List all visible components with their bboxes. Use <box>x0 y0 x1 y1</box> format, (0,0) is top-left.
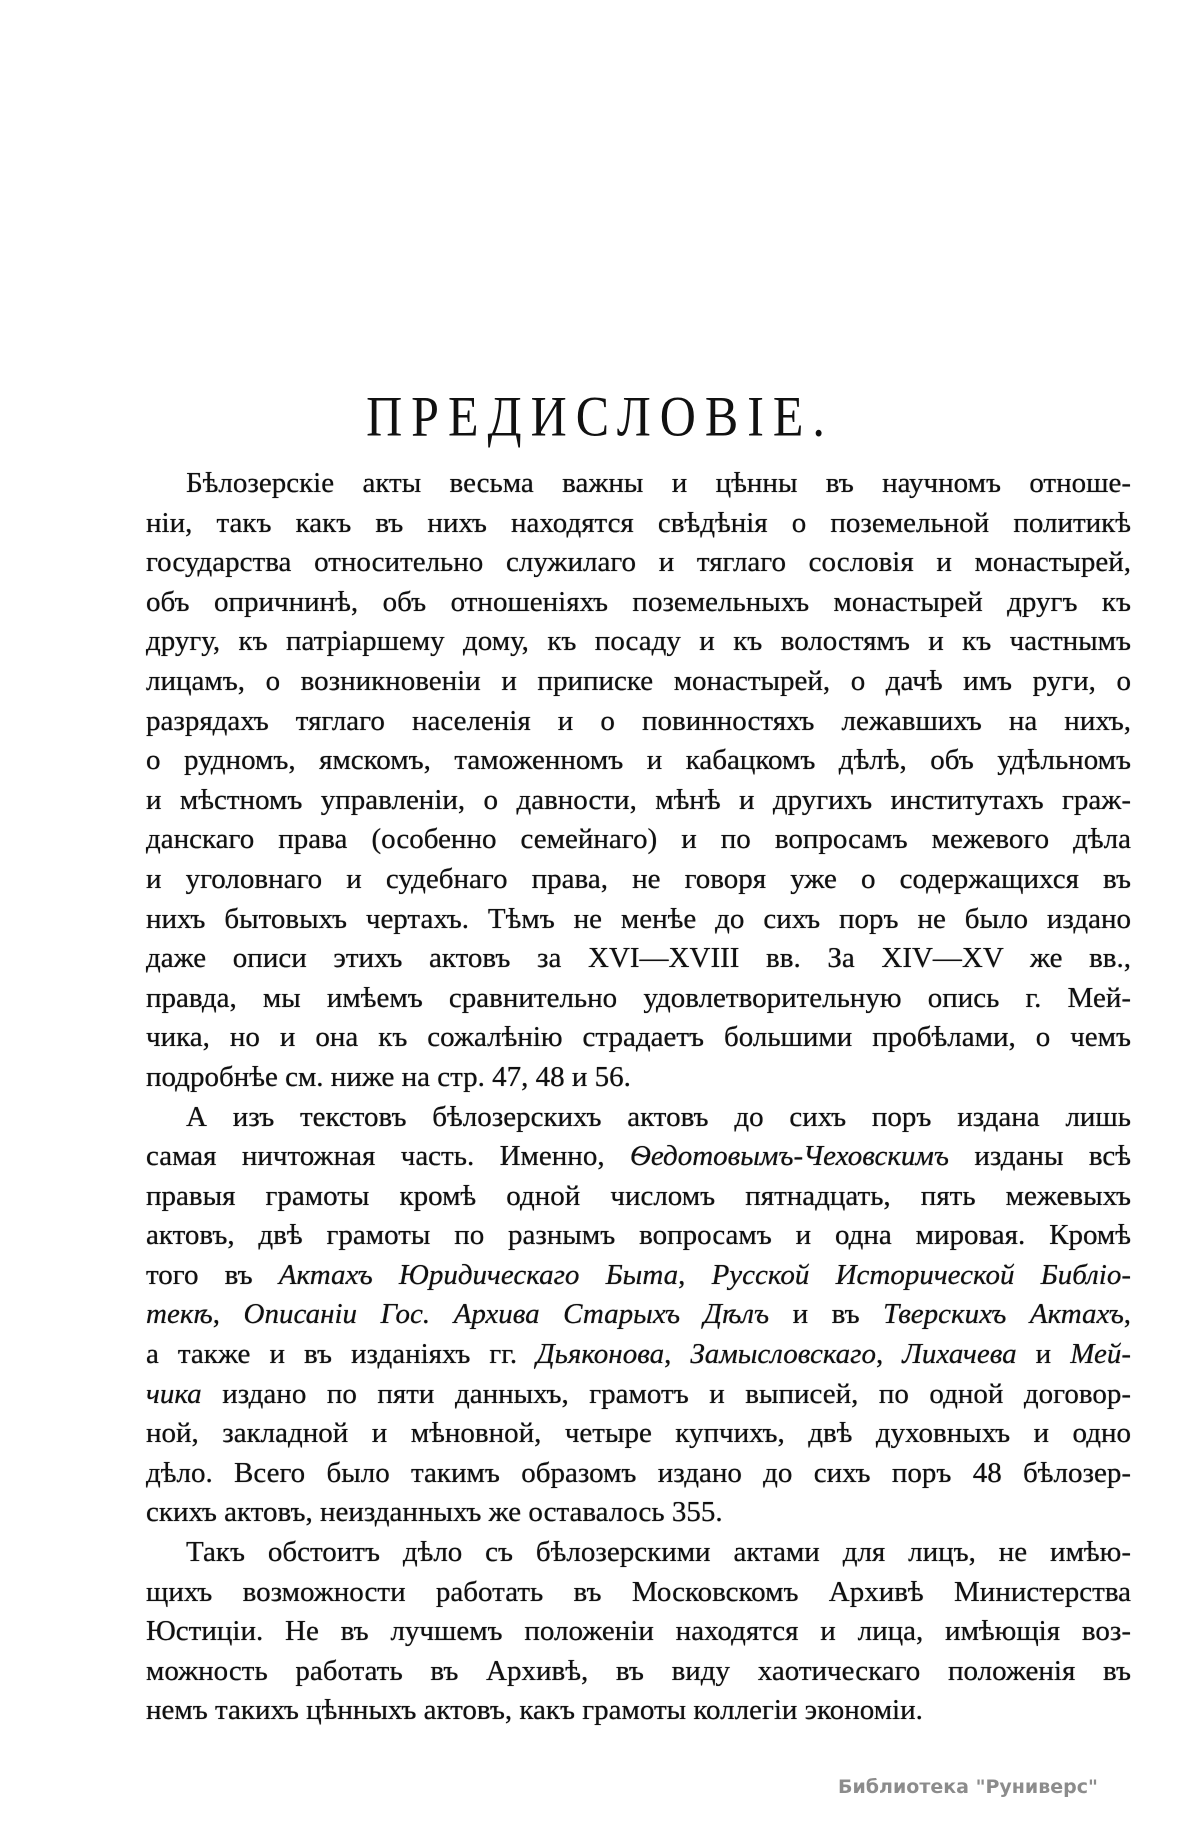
text-line <box>146 1137 1131 1177</box>
text-line <box>146 1454 1131 1494</box>
text-line <box>146 939 1131 979</box>
preface-body <box>146 464 1131 1731</box>
italic-citation: Актахъ Юридическаго Быта <box>278 1258 679 1291</box>
text-line <box>146 900 1131 940</box>
text-line <box>146 1177 1131 1217</box>
text-line <box>146 1098 1131 1138</box>
text-segment: , <box>678 1258 712 1291</box>
text-segment: актовъ, двѣ грамоты по разнымъ вопросамъ и одна мировая. Кромѣ <box>146 1219 1131 1252</box>
text-line <box>146 860 1131 900</box>
text-line <box>146 781 1131 821</box>
text-line <box>146 662 1131 702</box>
text-line <box>146 583 1131 623</box>
text-segment: щихъ возможности работать въ Московскомъ Архивѣ Министерства <box>146 1575 1131 1608</box>
italic-citation: Лихачева <box>902 1338 1017 1371</box>
text-line <box>146 741 1131 781</box>
text-segment: и уголовнаго и судебнаго права, не говоря уже о содержащихся въ <box>146 862 1131 895</box>
italic-citation: Дьяконова <box>536 1338 665 1371</box>
text-line <box>146 1018 1131 1058</box>
text-line <box>146 1652 1131 1692</box>
text-segment: Юстиціи. Не въ лучшемъ положеніи находятся и лица, имѣющія воз- <box>146 1615 1131 1648</box>
page-title: ПРЕДИСЛОВІЕ. <box>366 383 834 449</box>
text-segment: другу, къ патріаршему дому, къ посаду и къ волостямъ и къ частнымъ <box>146 625 1131 658</box>
text-segment: самая ничтожная часть. Именно, <box>146 1140 630 1173</box>
text-segment: скихъ актовъ, неизданныхъ же оставалось 355. <box>146 1496 723 1529</box>
text-line <box>146 543 1131 583</box>
text-line <box>146 979 1131 1019</box>
text-line <box>146 1216 1131 1256</box>
text-segment: А изъ текстовъ бѣлозерскихъ актовъ до сихъ поръ издана лишь <box>186 1100 1131 1133</box>
text-segment: , <box>876 1338 903 1371</box>
text-segment: правда, мы имѣемъ сравнительно удовлетворительную опись г. Мей- <box>146 981 1131 1014</box>
italic-citation: Русской Исторической Библіо- <box>711 1258 1132 1291</box>
text-segment: чика, но и она къ сожалѣнію страдаетъ большими пробѣлами, о чемъ <box>146 1021 1131 1054</box>
italic-citation: Тверскихъ Актахъ <box>883 1298 1124 1331</box>
text-line <box>146 622 1131 662</box>
text-segment: того въ <box>146 1258 279 1291</box>
text-segment: , <box>1123 1298 1131 1331</box>
text-segment: и <box>1016 1338 1071 1371</box>
text-segment: можность работать въ Архивѣ, въ виду хаотическаго положенія въ <box>146 1654 1131 1687</box>
paragraph <box>146 1533 1131 1731</box>
text-segment: подробнѣе см. ниже на стр. 47, 48 и 56. <box>146 1060 631 1093</box>
text-segment: лицамъ, о возникновеніи и приписке монастырей, о дачѣ имъ руги, о <box>146 664 1131 697</box>
text-segment: Такъ обстоитъ дѣло съ бѣлозерскими актами для лицъ, не имѣю- <box>186 1536 1131 1569</box>
text-segment: и мѣстномъ управленіи, о давности, мѣнѣ и другихъ институтахъ граж- <box>146 783 1131 816</box>
text-segment: Бѣлозерскіе акты весьма важны и цѣнны въ научномъ отноше- <box>186 467 1131 499</box>
text-segment: немъ такихъ цѣнныхъ актовъ, какъ грамоты коллегіи экономіи. <box>146 1694 923 1727</box>
italic-citation: Мей- <box>1070 1338 1131 1371</box>
text-segment: , <box>664 1338 691 1371</box>
text-segment: правыя грамоты кромѣ одной числомъ пятнадцать, пять межевыхъ <box>146 1179 1131 1212</box>
text-line <box>146 1335 1131 1375</box>
text-segment: данскаго права (особенно семейнаго) и по вопросамъ межевого дѣла <box>146 823 1131 856</box>
text-line <box>146 464 1131 504</box>
text-segment: нихъ бытовыхъ чертахъ. Тѣмъ не менѣе до сихъ поръ не было издано <box>146 902 1131 935</box>
text-line <box>146 1612 1131 1652</box>
text-segment: даже описи этихъ актовъ за XVI—XVIII вв. За XIV—XV же вв., <box>146 942 1131 975</box>
text-segment: о рудномъ, ямскомъ, таможенномъ и кабацкомъ дѣлѣ, объ удѣльномъ <box>146 744 1131 777</box>
italic-citation: Описаніи Гос. Архива Старыхъ Дѣлъ <box>243 1298 770 1331</box>
text-segment: дѣло. Всего было такимъ образомъ издано до сихъ поръ 48 бѣлозер- <box>146 1456 1131 1489</box>
text-line <box>146 1493 1131 1533</box>
text-segment: изданы всѣ <box>948 1140 1131 1173</box>
text-line <box>146 1691 1131 1731</box>
text-segment: издано по пяти данныхъ, грамотъ и выписей, по одной договор- <box>201 1377 1131 1410</box>
text-segment: объ опричнинѣ, объ отношеніяхъ поземельныхъ монастырей другъ къ <box>146 585 1131 618</box>
text-segment: и въ <box>769 1298 884 1331</box>
text-line <box>146 504 1131 544</box>
text-segment: а также и въ изданіяхъ гг. <box>146 1338 537 1371</box>
library-watermark: Библиотека "Руниверс" <box>838 1776 1098 1798</box>
italic-citation: чика <box>146 1377 202 1410</box>
text-line <box>146 1058 1131 1098</box>
text-line <box>146 1533 1131 1573</box>
text-segment: ной, закладной и мѣновной, четыре купчихъ, двѣ духовныхъ и одно <box>146 1417 1131 1450</box>
text-segment: разрядахъ тяглаго населенія и о повинностяхъ лежавшихъ на нихъ, <box>146 704 1131 737</box>
italic-citation: Ѳедотовымъ-Чеховскимъ <box>629 1140 949 1173</box>
text-line <box>146 1256 1131 1296</box>
text-line <box>146 702 1131 742</box>
paragraph <box>146 464 1131 1098</box>
text-line <box>146 820 1131 860</box>
text-segment: ніи, такъ какъ въ нихъ находятся свѣдѣнія о поземельной политикѣ <box>146 506 1131 539</box>
text-segment: государства относительно служилаго и тяглаго сословія и монастырей, <box>146 546 1131 579</box>
text-line <box>146 1573 1131 1613</box>
text-line <box>146 1295 1131 1335</box>
italic-citation: Замысловскаго <box>690 1338 876 1371</box>
paragraph <box>146 1098 1131 1534</box>
italic-citation: текѣ <box>146 1298 213 1331</box>
text-line <box>146 1375 1131 1415</box>
text-line <box>146 1414 1131 1454</box>
text-segment: , <box>212 1298 244 1331</box>
